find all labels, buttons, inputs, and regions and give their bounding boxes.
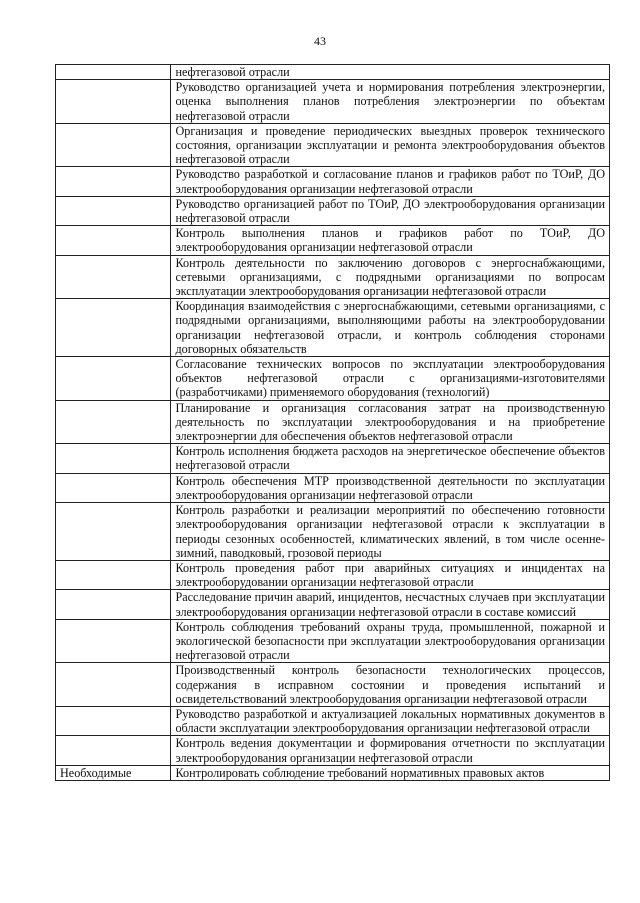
row-action-text: Контроль разработки и реализации мероприятий по обеспечению готовности электрооборудования организации нефтегазовой отрасли к эксплуатации в периоды сезонных особенностей, климатических явлений, в том числе осенне-зимний, паводковый, грозовой периоды xyxy=(175,503,605,560)
row-category-cell xyxy=(56,196,171,225)
table-row xyxy=(56,357,610,401)
row-category-cell xyxy=(56,619,171,663)
row-action-text: Согласование технических вопросов по эксплуатации электрооборудования объектов нефтегазовой отрасли с организациями-изготовителями (разработчиками) применяемого оборудования (технологий) xyxy=(175,357,605,400)
row-action-cell xyxy=(171,503,610,561)
row-category-label: Необходимые xyxy=(60,765,132,780)
row-category-cell xyxy=(56,590,171,619)
table-row xyxy=(56,444,610,473)
row-action-cell xyxy=(171,196,610,225)
table-body xyxy=(56,65,610,781)
row-action-cell xyxy=(171,299,610,357)
table-row xyxy=(56,503,610,561)
row-action-cell xyxy=(171,255,610,299)
row-category-cell xyxy=(56,400,171,444)
table-row xyxy=(56,255,610,299)
row-action-text: нефтегазовой отрасли xyxy=(175,65,290,79)
table-row xyxy=(56,196,610,225)
table-row xyxy=(56,123,610,167)
table-row xyxy=(56,736,610,765)
row-action-cell xyxy=(171,590,610,619)
row-action-cell xyxy=(171,226,610,255)
row-action-text: Планирование и организация согласования затрат на производственную деятельность по эксплуатации электрооборудования и на приобретение электроэнергии для обеспечения объектов нефтегазовой отрасли xyxy=(175,400,605,444)
row-action-text: Руководство разработкой и согласование планов и графиков работ по ТОиР, ДО электрооборудования организации нефтегазовой отрасли xyxy=(175,167,605,196)
row-action-cell xyxy=(171,65,610,80)
row-action-text: Контроль ведения документации и формирования отчетности по эксплуатации электрооборудования организации нефтегазовой отрасли xyxy=(175,736,605,765)
row-action-cell xyxy=(171,167,610,196)
row-category-cell xyxy=(56,65,171,80)
row-category-cell xyxy=(56,706,171,735)
row-action-cell xyxy=(171,123,610,167)
table-row xyxy=(56,619,610,663)
row-category-cell xyxy=(56,299,171,357)
row-action-cell xyxy=(171,619,610,663)
row-category-cell xyxy=(56,226,171,255)
row-action-cell xyxy=(171,663,610,707)
row-action-text: Контроль выполнения планов и графиков работ по ТОиР, ДО электрооборудования организации нефтегазовой отрасли xyxy=(175,226,605,255)
table-row xyxy=(56,299,610,357)
row-action-cell xyxy=(171,473,610,502)
row-category-cell xyxy=(56,736,171,765)
table-row xyxy=(56,226,610,255)
row-action-cell xyxy=(171,80,610,124)
row-action-text: Руководство разработкой и актуализацией локальных нормативных документов в области эксплуатации электрооборудования организации нефтегазовой отрасли xyxy=(175,706,605,736)
row-action-text: Руководство организацией учета и нормирования потребления электроэнергии, оценка выполнения планов потребления электроэнергии по объектам нефтегазовой отрасли xyxy=(175,80,605,123)
row-action-text: Контроль исполнения бюджета расходов на энергетическое обеспечение объектов нефтегазовой отрасли xyxy=(175,444,605,473)
row-action-cell xyxy=(171,736,610,765)
table-row xyxy=(56,167,610,196)
labor-functions-table xyxy=(55,64,610,781)
row-action-cell xyxy=(171,560,610,589)
row-action-text: Контроль проведения работ при аварийных ситуациях и инцидентах на электрооборудовании организации нефтегазовой отрасли xyxy=(175,560,605,590)
table-row xyxy=(56,65,610,80)
table-row xyxy=(56,80,610,124)
row-category-cell xyxy=(56,473,171,502)
row-action-text: Контроль обеспечения МТР производственной деятельности по эксплуатации электрооборудования организации нефтегазовой отрасли xyxy=(175,473,605,502)
table-row xyxy=(56,663,610,707)
row-action-text: Руководство организацией работ по ТОиР, ДО электрооборудования организации нефтегазовой отрасли xyxy=(175,196,605,226)
row-action-cell xyxy=(171,444,610,473)
row-action-text: Организация и проведение периодических выездных проверок технического состояния, организации эксплуатации и ремонта электрооборудования объектов нефтегазовой отрасли xyxy=(175,123,605,167)
table-row xyxy=(56,560,610,589)
row-action-text: Контроль деятельности по заключению договоров с энергоснабжающими, сетевыми организациями, с подрядными организациями по вопросам эксплуатации электрооборудования организации нефтегазовой отрасли xyxy=(175,255,605,299)
row-category-cell xyxy=(56,80,171,124)
row-action-cell xyxy=(171,357,610,401)
page-number: 43 xyxy=(314,34,326,48)
table-row xyxy=(56,473,610,502)
row-action-text: Контролировать соблюдение требований нормативных правовых актов xyxy=(175,765,545,780)
row-action-cell xyxy=(171,706,610,735)
row-category-cell xyxy=(56,167,171,196)
row-action-cell xyxy=(171,400,610,444)
table-row xyxy=(56,400,610,444)
row-action-text: Контроль соблюдения требований охраны труда, промышленной, пожарной и экологической безопасности при эксплуатации электрооборудования организации нефтегазовой отрасли xyxy=(175,619,605,663)
table-row xyxy=(56,765,610,780)
row-action-cell xyxy=(171,765,610,780)
row-category-cell xyxy=(56,663,171,707)
row-action-text: Расследование причин аварий, инцидентов, несчастных случаев при эксплуатации электрооборудования организации нефтегазовой отрасли в составе комиссий xyxy=(175,590,605,619)
row-category-cell xyxy=(56,123,171,167)
row-action-text: Координация взаимодействия с энергоснабжающими, сетевыми организациями, с подрядными организациями, выполняющими работы на электрооборудовании организации нефтегазовой отрасли, и контроль соблюдения сторонами договорных обязательств xyxy=(175,299,605,356)
table-row xyxy=(56,590,610,619)
table-row xyxy=(56,706,610,735)
row-category-cell xyxy=(56,765,171,780)
row-category-cell xyxy=(56,255,171,299)
row-action-text: Производственный контроль безопасности технологических процессов, содержания в исправном состоянии и проведения испытаний и освидетельствований электрооборудования организации нефтегазовой отрасли xyxy=(175,663,605,706)
row-category-cell xyxy=(56,444,171,473)
row-category-cell xyxy=(56,503,171,561)
row-category-cell xyxy=(56,357,171,401)
row-category-cell xyxy=(56,560,171,589)
